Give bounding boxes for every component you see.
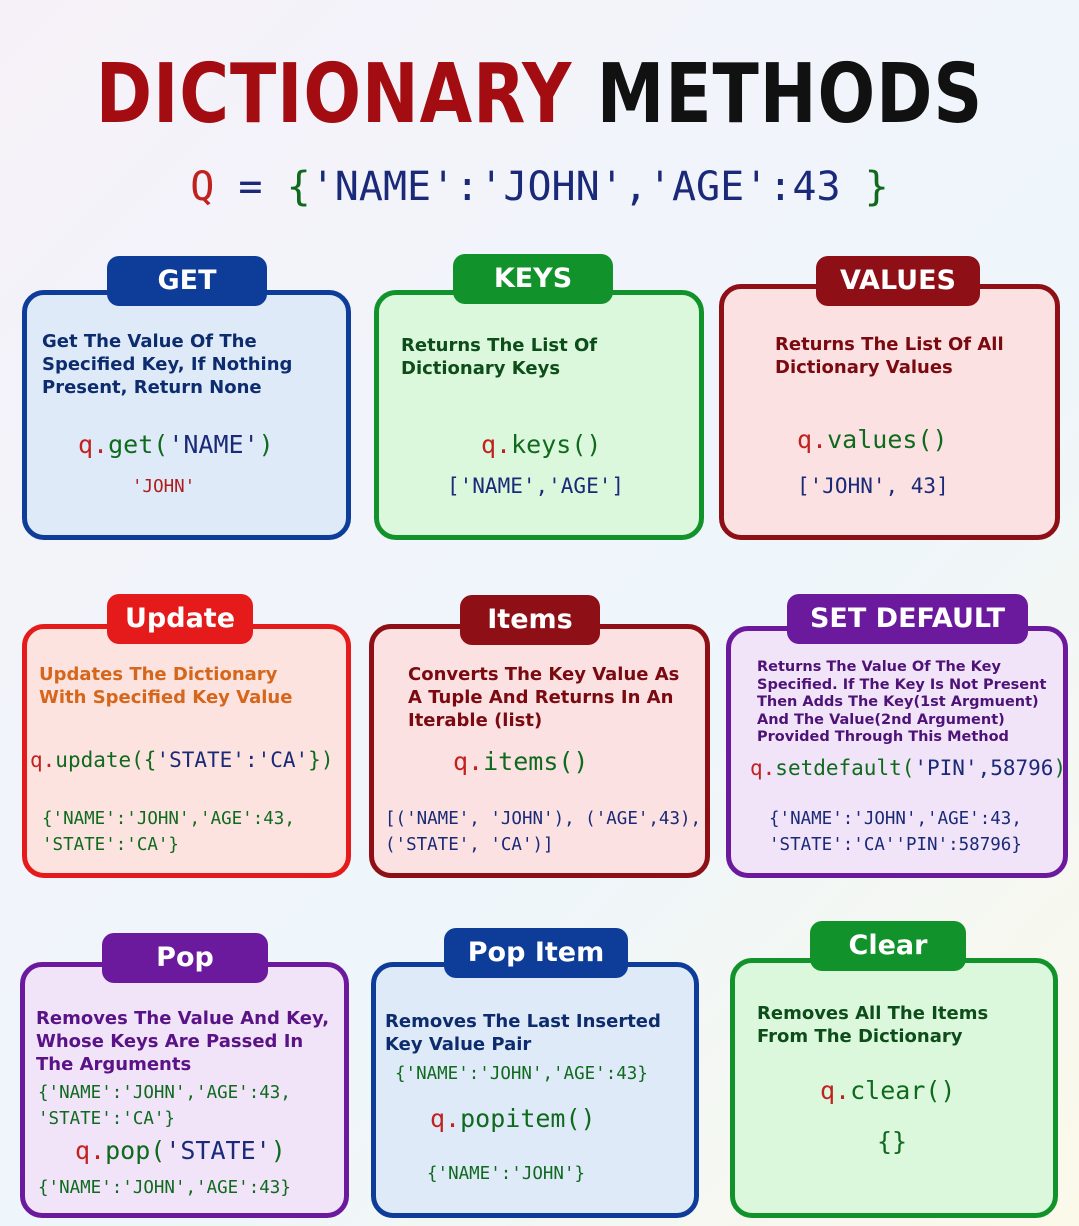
pop-code [75,1136,286,1166]
pop-before-line2: 'STATE':'CA'} [38,1109,175,1129]
get-card [22,290,351,540]
update-code [30,747,333,773]
update-result-line2: 'STATE':'CA'} [42,835,179,855]
values-result-text: ['JOHN', 43] [797,474,949,498]
popitem-tab: Pop Item [444,928,628,978]
clear-code [820,1076,955,1106]
pop-description: Removes The Value And Key, Whose Keys Are Passed In The Arguments [36,1008,330,1075]
clear-result [877,1127,907,1157]
keys-result-text: ['NAME','AGE'] [447,474,625,498]
popitem-code-obj: q. [430,1104,461,1133]
values-result [797,473,949,499]
keys-description: Returns The List Of Dictionary Keys [401,335,598,379]
items-result-line1: [('NAME', 'JOHN'), ('AGE',43), [385,809,702,829]
keys-tab: KEYS [453,254,613,304]
popitem-result-text: {'NAME':'JOHN'} [427,1164,586,1184]
items-code-obj: q. [453,747,484,776]
pop-code-end: ) [270,1136,286,1165]
items-tab: Items [460,595,600,645]
update-result [42,806,295,858]
clear-code-obj: q. [820,1076,851,1105]
clear-result-text: {} [877,1127,908,1156]
setdefault-result-line1: {'NAME':'JOHN','AGE':43, [769,809,1022,829]
popitem-code [430,1104,596,1134]
setdefault-code-end: ) [1053,756,1067,780]
setdefault-result-line2: 'STATE':'CA''PIN':58796} [769,835,1022,855]
clear-code-fn: clear() [850,1076,956,1105]
def-var: Q [190,164,215,210]
def-eq: = [238,164,263,210]
setdefault-code-fn: setdefault( [775,756,915,780]
get-code-obj: q. [78,430,109,459]
pop-tab: Pop [102,933,268,983]
popitem-description: Removes The Last Inserted Key Value Pair [385,1011,661,1055]
popitem-before-text: {'NAME':'JOHN','AGE':43} [395,1064,648,1084]
pop-result [38,1175,291,1201]
keys-code [481,430,601,460]
pop-code-fn: pop( [105,1136,166,1165]
setdefault-code [750,755,1066,781]
setdefault-code-obj: q. [750,756,776,780]
def-close: } [864,164,889,210]
clear-description: Removes All The Items From The Dictionary [757,1003,989,1047]
values-code [797,425,948,455]
title-methods: METHODS [596,47,984,142]
clear-tab: Clear [810,921,966,971]
get-tab: GET [107,256,267,306]
pop-result-text: {'NAME':'JOHN','AGE':43} [38,1178,291,1198]
page-title [43,47,1036,142]
popitem-result [427,1161,585,1187]
title-dictionary: DICTIONARY [95,47,573,142]
get-description: Get The Value Of The Specified Key, If Nothing Present, Return None [42,331,293,398]
setdefault-description: Returns The Value Of The Key Specified. If The Key Is Not Present Then Adds The Key(1st Argmuent) And The Value(2nd Argument) Provided Through This Method [757,659,1047,745]
items-description: Converts The Key Value As A Tuple And Returns In An Iterable (list) [408,664,680,731]
items-result-line2: ('STATE', 'CA')] [385,835,554,855]
update-code-obj: q. [30,748,56,772]
keys-card [374,290,704,540]
pop-before-line1: {'NAME':'JOHN','AGE':43, [38,1083,291,1103]
pop-code-obj: q. [75,1136,106,1165]
update-code-fn: update({ [55,748,157,772]
update-code-arg: 'STATE':'CA' [156,748,309,772]
get-result [132,474,195,500]
keys-code-fn: keys() [511,430,602,459]
items-code [453,747,588,777]
update-code-end: }) [308,748,334,772]
update-tab: Update [107,594,253,644]
items-code-fn: items() [483,747,589,776]
values-description: Returns The List Of All Dictionary Values [775,334,1004,378]
get-result-text: 'JOHN' [132,477,196,497]
dictionary-definition [0,160,1079,214]
popitem-code-fn: popitem() [460,1104,596,1133]
update-result-line1: {'NAME':'JOHN','AGE':43, [42,809,295,829]
setdefault-tab: SET DEFAULT [787,594,1028,644]
setdefault-code-arg: 'PIN',58796 [914,756,1054,780]
def-colon2: : [768,164,793,210]
def-val2: 43 [792,164,841,210]
pop-before [38,1080,291,1132]
get-code-end: ) [258,430,274,459]
get-code-arg: 'NAME' [168,430,259,459]
pop-code-arg: 'STATE' [165,1136,271,1165]
def-key1: 'NAME' [310,164,456,210]
values-code-fn: values() [827,425,948,454]
def-colon1: : [455,164,480,210]
values-code-obj: q. [797,425,828,454]
setdefault-result [769,806,1022,858]
keys-result [447,473,624,499]
get-code [78,430,274,460]
popitem-before [395,1061,648,1087]
keys-code-obj: q. [481,430,512,459]
get-code-fn: get( [108,430,169,459]
def-open: { [286,164,311,210]
def-key2: 'AGE' [647,164,769,210]
items-result [385,806,701,858]
update-description: Updates The Dictionary With Specified Key Value [39,664,293,708]
values-card [719,284,1060,540]
values-tab: VALUES [816,256,980,306]
def-comma: , [623,164,648,210]
def-val1: 'JOHN' [479,164,624,210]
